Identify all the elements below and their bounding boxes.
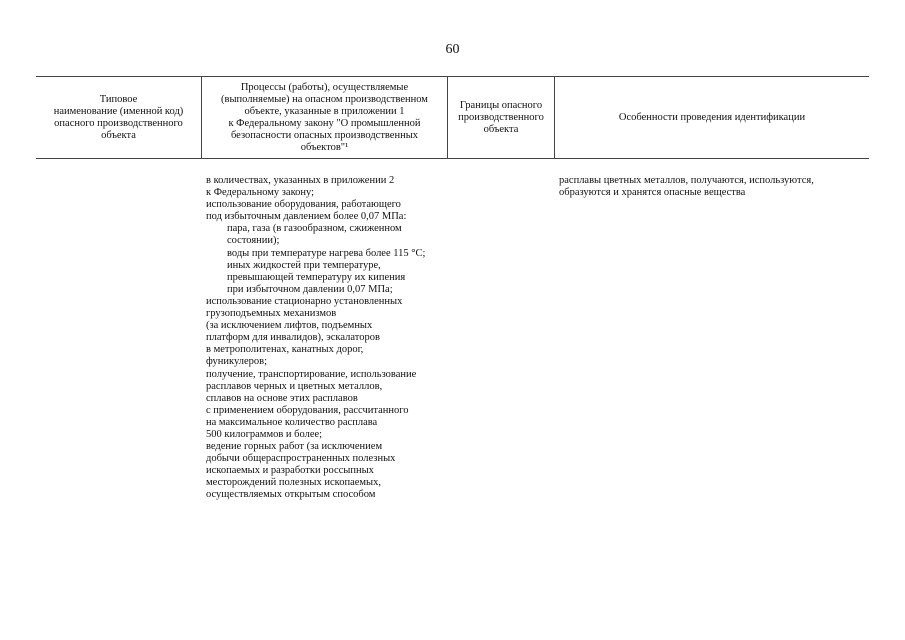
process-line: состоянии); xyxy=(227,235,280,247)
header-processes-text: Процессы (работы), осуществляемые (выполняемые) на опасном производственном объекте, указанные в приложении 1 к Федеральному закону "О промышленной безопасности опасных производственных объектов"¹ xyxy=(221,81,428,153)
process-line: получение, транспортирование, использование xyxy=(206,368,417,380)
process-line: воды при температуре нагрева более 115 °С; xyxy=(227,247,426,259)
process-line: ископаемых и разработки россыпных xyxy=(206,465,374,477)
header-identification-text: Особенности проведения идентификации xyxy=(618,111,806,123)
process-line: фуникулеров; xyxy=(206,356,268,368)
process-line: пара, газа (в газообразном, сжиженном xyxy=(227,223,402,235)
identification-cell xyxy=(559,175,865,199)
identification-line: расплавы цветных металлов, получаются, используются, xyxy=(559,175,814,186)
process-line: использование стационарно установленных xyxy=(206,295,403,307)
process-line: месторождений полезных ископаемых, xyxy=(206,477,381,489)
process-line: платформ для инвалидов), эскалаторов xyxy=(206,332,380,344)
process-line: в метрополитенах, канатных дорог, xyxy=(206,344,364,356)
identification-line: образуются и хранятся опасные вещества xyxy=(559,187,746,199)
process-line: с применением оборудования, рассчитанного xyxy=(206,404,409,416)
process-line: сплавов на основе этих расплавов xyxy=(206,392,358,404)
header-identification xyxy=(555,77,869,158)
process-line: добычи общераспространенных полезных xyxy=(206,453,396,465)
process-line: 500 килограммов и более; xyxy=(206,428,323,440)
process-line: иных жидкостей при температуре, xyxy=(227,259,381,271)
process-line: (за исключением лифтов, подъемных xyxy=(206,320,373,332)
header-boundaries xyxy=(448,77,554,158)
process-line: при избыточном давлении 0,07 МПа; xyxy=(227,283,393,295)
process-line: использование оборудования, работающего xyxy=(206,199,401,211)
header-object-name xyxy=(36,77,201,158)
table-header-bottom-rule xyxy=(36,158,869,159)
process-line: расплавов черных и цветных металлов, xyxy=(206,380,383,392)
page-number: 60 xyxy=(445,42,460,57)
process-line: превышающей температуру их кипения xyxy=(227,271,406,283)
process-line: к Федеральному закону; xyxy=(206,187,315,199)
process-line: ведение горных работ (за исключением xyxy=(206,441,383,453)
process-line: грузоподъемных механизмов xyxy=(206,308,337,320)
header-boundaries-text: Границы опасного производственного объекта xyxy=(458,99,544,135)
process-line: под избыточным давлением более 0,07 МПа: xyxy=(206,211,407,223)
processes-cell xyxy=(206,175,446,502)
process-line: осуществляемых открытым способом xyxy=(206,489,376,501)
process-line: в количествах, указанных в приложении 2 xyxy=(206,175,395,186)
header-processes xyxy=(202,77,447,158)
header-object-name-text: Типовое наименование (именной код) опасного производственного объекта xyxy=(53,93,184,141)
process-line: на максимальное количество расплава xyxy=(206,416,378,428)
